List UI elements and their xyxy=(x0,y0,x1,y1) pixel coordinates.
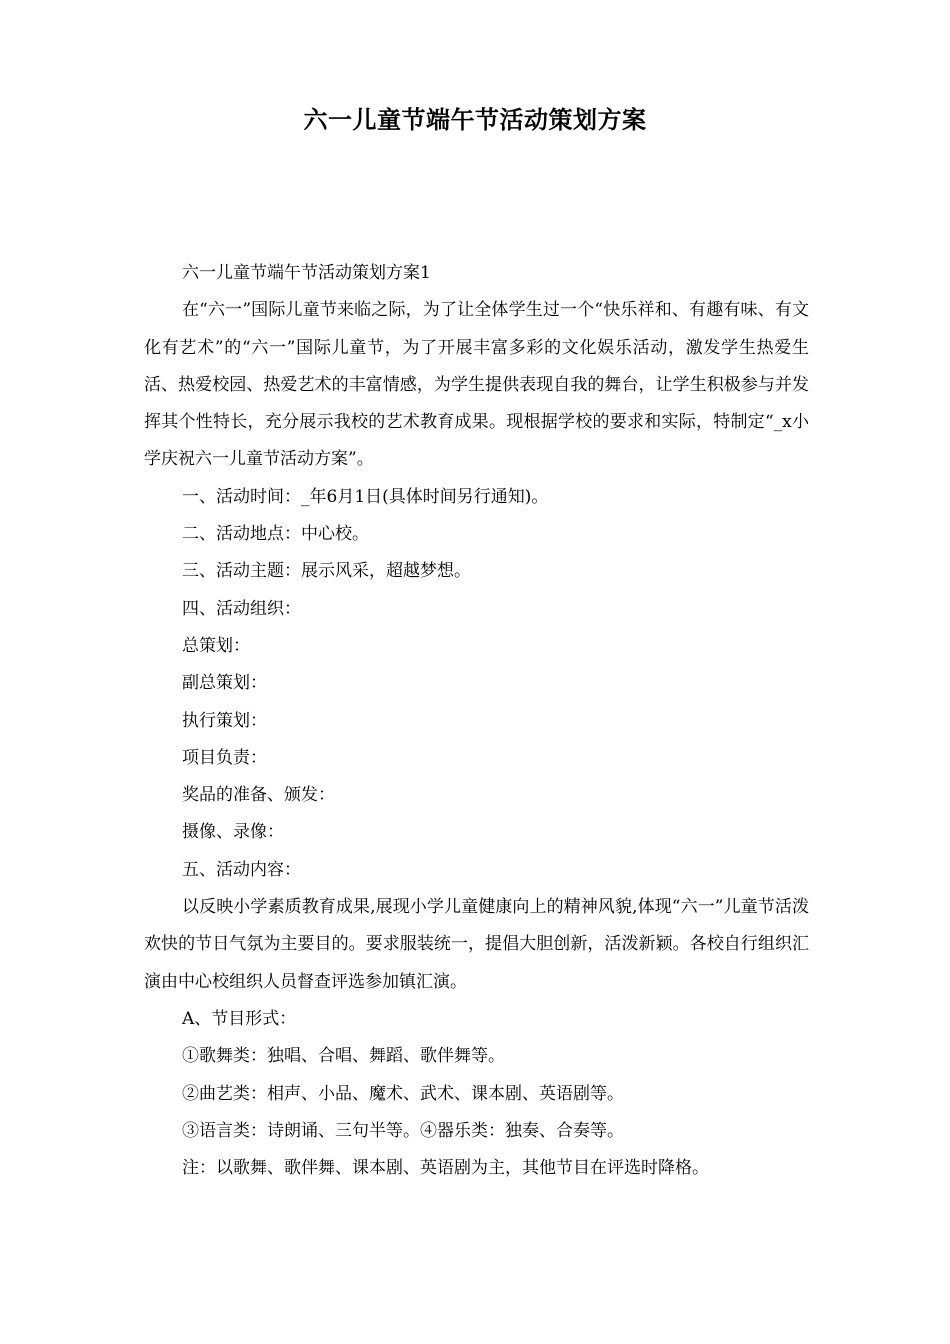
prizes: 奖品的准备、颁发： xyxy=(182,785,335,806)
format-folk-art: ②曲艺类：相声、小品、魔术、武术、课本剧、英语剧等。 xyxy=(182,1083,624,1104)
activity-location: 二、活动地点：中心校。 xyxy=(182,524,369,545)
chief-planner: 总策划： xyxy=(182,635,250,656)
note-paragraph: 注：以歌舞、歌伴舞、课本剧、英语剧为主，其他节目在评选时降格。 xyxy=(182,1158,709,1179)
executive-planner: 执行策划： xyxy=(182,710,267,731)
deputy-planner: 副总策划： xyxy=(182,673,267,694)
document-body xyxy=(144,255,809,1187)
program-format: A、节目形式： xyxy=(182,1008,297,1029)
format-song-dance: ①歌舞类：独唱、合唱、舞蹈、歌伴舞等。 xyxy=(182,1046,505,1067)
activity-theme: 三、活动主题：展示风采，超越梦想。 xyxy=(182,561,471,582)
intro-paragraph: 在“六一”国际儿童节来临之际，为了让全体学生过一个“快乐祥和、有趣有味、有文化有艺术”的“六一”国际儿童节，为了开展丰富多彩的文化娱乐活动，激发学生热爱生活、热爱校园、热爱艺术的丰富情感，为学生提供表现自我的舞台，让学生积极参与并发挥其个性特长，充分展示我校的艺术教育成果。现根据学校的要求和实际，特制定“_x小学庆祝六一儿童节活动方案”。 xyxy=(144,300,809,470)
content-paragraph: 以反映小学素质教育成果,展现小学儿童健康向上的精神风貌,体现“六一”儿童节活泼欢快的节日气氛为主要目的。要求服装统一，提倡大胆创新，活泼新颖。各校自行组织汇演由中心校组织人员督查评选参加镇汇演。 xyxy=(144,897,809,992)
document-title: 六一儿童节端午节活动策划方案 xyxy=(303,105,647,134)
format-language-music: ③语言类：诗朗诵、三句半等。④器乐类：独奏、合奏等。 xyxy=(182,1120,624,1141)
activity-content: 五、活动内容： xyxy=(182,859,301,880)
activity-organization: 四、活动组织： xyxy=(182,598,301,619)
activity-time: 一、活动时间：_年6月1日(具体时间另行通知)。 xyxy=(182,486,549,507)
section-heading: 六一儿童节端午节活动策划方案1 xyxy=(182,263,431,283)
project-lead: 项目负责： xyxy=(182,747,267,768)
photo-video: 摄像、录像： xyxy=(182,822,284,843)
